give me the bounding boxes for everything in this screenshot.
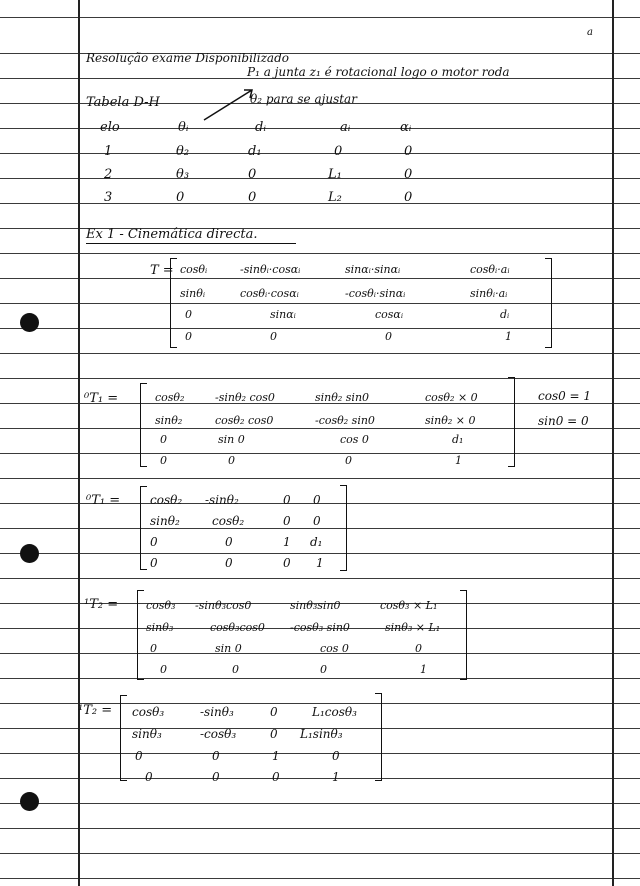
matrix-cell: sinθᵢ — [180, 287, 206, 300]
matrix-cell: cosθ₃ × L₁ — [380, 599, 438, 612]
exercise-underline — [86, 243, 296, 244]
table-header-theta: θᵢ — [178, 120, 189, 135]
table-cell: 0 — [248, 190, 257, 205]
matrix-cell: sinθ₂ × 0 — [425, 414, 476, 427]
matrix-cell: 0 — [185, 330, 192, 343]
matrix-cell: sinθ₃ × L₁ — [385, 621, 441, 634]
matrix-cell: d₁ — [310, 535, 323, 549]
arrow-icon — [200, 84, 260, 124]
matrix-cell: 0 — [270, 330, 277, 343]
table-cell: 0 — [404, 167, 413, 182]
matrix-cell: 0 — [228, 454, 235, 467]
matrix-cell: 1 — [332, 770, 340, 784]
table-cell: 0 — [404, 190, 413, 205]
table-header-a: aᵢ — [340, 120, 351, 135]
table-cell: d₁ — [248, 144, 262, 159]
matrix-cell: 1 — [505, 330, 512, 343]
matrix-bracket-left — [140, 383, 147, 467]
corner-mark: a — [587, 27, 593, 38]
matrix-cell: 0 — [160, 663, 167, 676]
matrix-cell: 0 — [313, 493, 321, 507]
matrix-label: ¹T₂ = — [78, 703, 113, 718]
matrix-cell: 0 — [225, 556, 233, 570]
matrix-cell: 0 — [313, 514, 321, 528]
matrix-cell: 0 — [283, 556, 291, 570]
matrix-cell: 1 — [420, 663, 427, 676]
matrix-cell: 0 — [283, 493, 291, 507]
matrix-cell: sinαᵢ — [270, 308, 296, 321]
matrix-label: ⁰T₁ = — [84, 391, 119, 406]
matrix-cell: 0 — [185, 308, 192, 321]
matrix-cell: sinθ₂ — [155, 414, 183, 427]
matrix-cell: 0 — [332, 749, 340, 763]
matrix-cell: 1 — [455, 454, 462, 467]
matrix-cell: 0 — [272, 770, 280, 784]
matrix-cell: -sinθᵢ·cosαᵢ — [240, 263, 301, 276]
matrix-cell: cosθ₂ — [212, 514, 245, 528]
matrix-cell: sinθᵢ·aᵢ — [470, 287, 508, 300]
table-header-d: dᵢ — [255, 120, 266, 135]
matrix-cell: sinθ₂ sin0 — [315, 391, 370, 404]
matrix-bracket-right — [375, 693, 382, 781]
table-cell: 1 — [104, 144, 113, 159]
matrix-cell: -cosθ₃ sin0 — [290, 621, 350, 634]
matrix-cell: cosθᵢ·cosαᵢ — [240, 287, 299, 300]
exercise-title: Ex 1 - Cinemática directa. — [86, 227, 258, 242]
note-line-2: θ₂ para se ajustar — [250, 92, 357, 106]
side-note-sin: sin0 = 0 — [538, 414, 589, 428]
matrix-cell: 0 — [385, 330, 392, 343]
matrix-cell: sinαᵢ·sinαᵢ — [345, 263, 401, 276]
matrix-bracket-right — [545, 258, 552, 348]
matrix-label: T = — [150, 263, 174, 278]
matrix-cell: -sinθ₂ — [205, 493, 239, 507]
matrix-cell: cosθ₃cos0 — [210, 621, 265, 634]
table-cell: 2 — [104, 167, 113, 182]
matrix-cell: cos 0 — [340, 433, 369, 446]
table-cell: 3 — [104, 190, 113, 205]
table-cell: 0 — [334, 144, 343, 159]
table-cell: L₂ — [328, 190, 342, 205]
matrix-cell: 0 — [150, 642, 157, 655]
table-cell: 0 — [176, 190, 185, 205]
punch-hole — [20, 792, 39, 811]
page-title: Resolução exame Disponibilizado — [86, 51, 289, 65]
matrix-cell: 0 — [212, 749, 220, 763]
matrix-cell: 0 — [150, 535, 158, 549]
matrix-cell: cosθᵢ·aᵢ — [470, 263, 510, 276]
matrix-cell: -sinθ₂ cos0 — [215, 391, 275, 404]
matrix-cell: -sinθ₃cos0 — [195, 599, 252, 612]
left-margin-line — [78, 0, 80, 886]
matrix-cell: sinθ₃sin0 — [290, 599, 341, 612]
matrix-cell: 0 — [145, 770, 153, 784]
matrix-bracket-right — [460, 590, 467, 680]
matrix-cell: 0 — [225, 535, 233, 549]
matrix-cell: 0 — [270, 705, 278, 719]
matrix-bracket-left — [137, 590, 144, 680]
note-line-1: P₁ a junta z₁ é rotacional logo o motor roda — [247, 65, 510, 79]
matrix-cell: 1 — [316, 556, 324, 570]
table-header-elo: elo — [100, 120, 120, 135]
matrix-cell: cosθ₂ — [155, 391, 185, 404]
matrix-cell: sinθ₃ — [132, 727, 162, 741]
matrix-bracket-right — [508, 377, 515, 467]
matrix-cell: cosθ₃ — [132, 705, 165, 719]
matrix-cell: 0 — [212, 770, 220, 784]
matrix-cell: 0 — [160, 454, 167, 467]
matrix-bracket-left — [120, 695, 127, 781]
matrix-cell: cosθ₂ cos0 — [215, 414, 274, 427]
table-label: Tabela D-H — [86, 95, 160, 110]
matrix-cell: 1 — [283, 535, 291, 549]
matrix-cell: L₁sinθ₃ — [300, 727, 343, 741]
matrix-cell: sin 0 — [218, 433, 245, 446]
punch-hole — [20, 313, 39, 332]
matrix-cell: dᵢ — [500, 308, 510, 321]
matrix-label: ¹T₂ = — [84, 597, 119, 612]
table-cell: L₁ — [328, 167, 342, 182]
matrix-cell: 1 — [272, 749, 280, 763]
punch-hole — [20, 544, 39, 563]
matrix-cell: 0 — [150, 556, 158, 570]
matrix-cell: cosθ₂ — [150, 493, 183, 507]
matrix-cell: 0 — [320, 663, 327, 676]
table-cell: 0 — [404, 144, 413, 159]
matrix-cell: cosθᵢ — [180, 263, 208, 276]
side-note-cos: cos0 = 1 — [538, 389, 592, 403]
matrix-bracket-right — [340, 485, 347, 571]
matrix-cell: 0 — [160, 433, 167, 446]
matrix-cell: cosθ₃ — [146, 599, 176, 612]
matrix-bracket-left — [170, 258, 177, 348]
matrix-cell: 0 — [345, 454, 352, 467]
matrix-cell: d₁ — [452, 433, 464, 446]
matrix-cell: L₁cosθ₃ — [312, 705, 357, 719]
matrix-cell: cosθ₂ × 0 — [425, 391, 478, 404]
matrix-cell: cos 0 — [320, 642, 349, 655]
matrix-cell: 0 — [232, 663, 239, 676]
matrix-cell: 0 — [135, 749, 143, 763]
matrix-cell: sinθ₃ — [146, 621, 174, 634]
matrix-cell: -cosθᵢ·sinαᵢ — [345, 287, 406, 300]
matrix-cell: -cosθ₃ — [200, 727, 237, 741]
matrix-cell: -sinθ₃ — [200, 705, 234, 719]
matrix-cell: 0 — [270, 727, 278, 741]
matrix-cell: 0 — [415, 642, 422, 655]
matrix-cell: 0 — [283, 514, 291, 528]
matrix-cell: -cosθ₂ sin0 — [315, 414, 375, 427]
matrix-bracket-left — [140, 486, 147, 570]
matrix-label: ⁰T₁ = — [86, 493, 121, 508]
table-cell: θ₃ — [176, 167, 190, 182]
table-cell: θ₂ — [176, 144, 190, 159]
matrix-cell: sinθ₂ — [150, 514, 180, 528]
matrix-cell: sin 0 — [215, 642, 242, 655]
right-margin-line — [612, 0, 614, 886]
table-header-alpha: αᵢ — [400, 120, 412, 135]
matrix-cell: cosαᵢ — [375, 308, 404, 321]
table-cell: 0 — [248, 167, 257, 182]
